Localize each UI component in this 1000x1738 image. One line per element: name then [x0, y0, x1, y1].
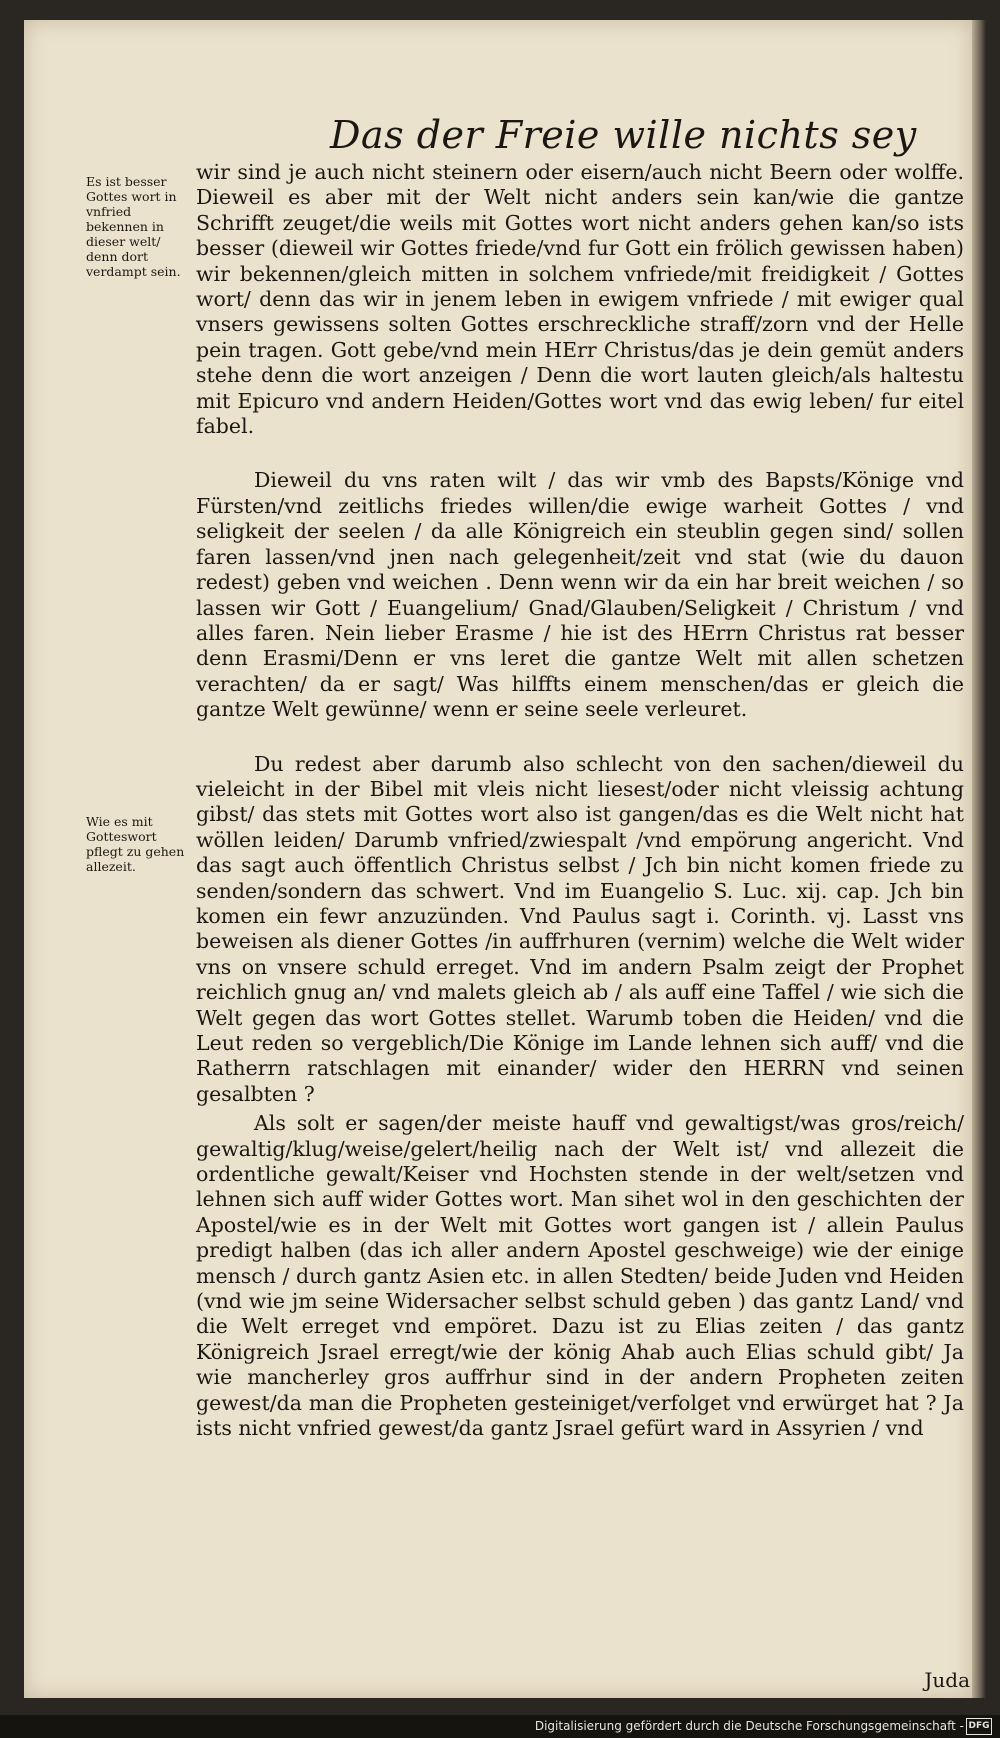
- paragraph-3: Du redest aber darumb also schlecht von den sachen/dieweil du vieleicht in der Bibel mit vleis nicht liesest/oder nicht vleissig achtung gibst/ das stets mit Gottes wort also ist gangen/das es die Welt nicht hat wöllen leiden/ Darumb vnfried/zwiespalt /vnd empörung angericht. Vnd das sagt auch öffentlich Christus selbst / Jch bin nicht komen friede zu senden/sondern das schwert. Vnd im Euangelio S. Luc. xij. cap. Jch bin komen ein fewr anzuzünden. Vnd Paulus sagt i. Corinth. vj. Lasst vns beweisen als diener Gottes /in auffrhuren (vernim) welche die Welt wider vns on vnsere schuld erreget. Vnd im andern Psalm zeigt der Prophet reichlich gnug an/ vnd malets gleich ab / als auff eine Taffel / wie sich die Welt gegen das wort Gottes stellet. Warumb toben die Heiden/ vnd die Leut reden so vergeblich/Die Könige im Lande lehnen sich auff/ vnd die Ratherrn ratschlagen mit einander/ wider den HERRN vnd seinen gesalbten ?: [196, 751, 964, 1106]
- paragraph-1: wir sind je auch nicht steinern oder eisern/auch nicht Beern oder wolffe. Dieweil es aber mit der Welt nicht anders sein kan/wie die gantze Schrifft zeuget/die weils mit Gottes wort nicht anders gehen kan/so ists besser (dieweil wir Gottes friede/vnd fur Gott ein frölich gewissen haben) wir bekennen/gleich mitten in solchem vnfriede/mit freidigkeit / Gottes wort/ denn das wir in jenem leben in ewigem vnfriede / mit ewiger qual vnsers gewissens solten Gottes erschreckliche straff/zorn vnd der Helle pein tragen. Gott gebe/vnd mein HErr Christus/das je dein gemüt anders stehe denn die wort anzeigen / Denn die wort lauten gleich/als haltestu mit Epicuro vnd andern Heiden/Gottes wort vnd das ewig leben/ fur eitel fabel.: [196, 160, 964, 439]
- paragraph-2: Dieweil du vns raten wilt / das wir vmb des Bapsts/Könige vnd Fürsten/vnd zeitlichs friedes willen/die ewige warheit Gottes / vnd seligkeit der seelen / da alle Königreich ein steublin gegen sind/ sollen faren lassen/vnd jnen nach gelegenheit/zeit vnd stat (wie du dauon redest) geben vnd weichen . Denn wenn wir da ein har breit weichen / so lassen wir Gott / Euangelium/ Gnad/Glauben/Seligkeit / Christum / vnd alles faren. Nein lieber Erasme / hie ist des HErrn Christus rat besser denn Erasmi/Denn er vns leret die gantze Welt mit allen schetzen verachten/ da er sagt/ Was hilffts einem menschen/das er gleich die gantze Welt gewünne/ wenn er seine seele verleuret.: [196, 468, 964, 722]
- running-title: Das der Freie wille nichts sey: [330, 113, 917, 157]
- marginal-note-1: Es ist besser Gottes wort in vnfried bekennen in dieser welt/ denn dort verdampt sein.: [86, 174, 181, 279]
- marginal-note-2: Wie es mit Gotteswort pflegt zu gehen allezeit.: [86, 814, 185, 874]
- catchword: Juda: [924, 1668, 970, 1692]
- main-text-block: [196, 160, 964, 1471]
- paragraph-4: Als solt er sagen/der meiste hauff vnd gewaltigst/was gros/reich/ gewaltig/klug/weise/gelert/heilig nach der Welt ist/ vnd allezeit die ordentliche gewalt/Keiser vnd Hochsten stende in der welt/setzen vnd lehnen sich auff wider Gottes wort. Man sihet wol in den geschichten der Apostel/wie es in der Welt mit Gottes wort gangen ist / allein Paulus predigt halben (das ich aller andern Apostel geschweige) wie der einige mensch / durch gantz Asien etc. in allen Stedten/ beide Juden vnd Heiden (vnd wie jm seine Widersacher selbst schuld geben ) das gantz Land/ vnd die Welt erreget vnd empöret. Dazu ist zu Elias zeiten / das gantz Königreich Jsrael erregt/wie der könig Ahab auch Elias schuld gibt/ Ja wie mancherley gros auffrhur sind in der andern Propheten zeiten gewest/da man die Propheten gesteiniget/verfolget vnd erwürget hat ? Ja ists nicht vnfried gewest/da gantz Jsrael gefürt ward in Assyrien / vnd: [196, 1111, 964, 1441]
- dfg-logo-icon: DFG: [966, 1718, 992, 1735]
- page-edge-shadow: [972, 20, 986, 1698]
- footer-credit: Digitalisierung gefördert durch die Deutsche Forschungsgemeinschaft -: [534, 1719, 964, 1733]
